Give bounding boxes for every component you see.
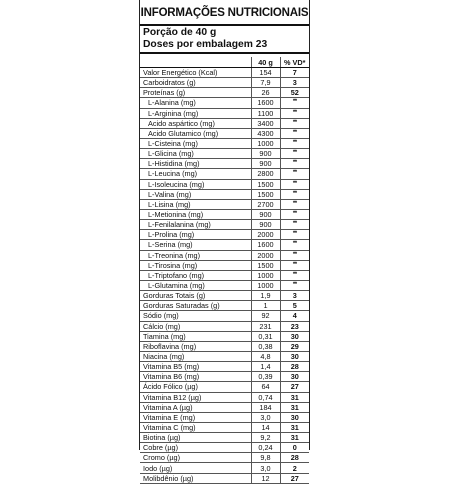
nutrient-daily-value: 0 [280, 443, 309, 453]
table-row [140, 128, 309, 138]
nutrient-amount: 0,24 [251, 443, 280, 453]
nutrient-name: Acido aspártico (mg) [140, 118, 251, 128]
nutrient-name: L-Leucina (mg) [140, 169, 251, 179]
nutrient-name: Biotina (µg) [140, 433, 251, 443]
nutrient-daily-value: ** [280, 149, 309, 159]
nutrient-amount: 9,8 [251, 453, 280, 463]
table-row [140, 311, 309, 321]
nutrient-daily-value: ** [280, 179, 309, 189]
nutrient-daily-value: 27 [280, 382, 309, 392]
nutrient-daily-value: 52 [280, 88, 309, 98]
table-row [140, 270, 309, 280]
nutrition-table [140, 57, 309, 484]
nutrient-name: L-Tirosina (mg) [140, 260, 251, 270]
nutrient-amount: 900 [251, 220, 280, 230]
nutrient-name: Niacina (mg) [140, 351, 251, 361]
nutrient-amount: 900 [251, 159, 280, 169]
nutrient-amount: 1500 [251, 179, 280, 189]
table-row [140, 189, 309, 199]
nutrient-amount: 0,74 [251, 392, 280, 402]
nutrient-name: L-Glutamina (mg) [140, 280, 251, 290]
table-row [140, 422, 309, 432]
header-daily-value: % VD* [280, 57, 309, 68]
nutrient-name: Cálcio (mg) [140, 321, 251, 331]
nutrient-name: L-Isoleucina (mg) [140, 179, 251, 189]
nutrient-amount: 3,0 [251, 463, 280, 473]
nutrient-daily-value: 31 [280, 433, 309, 443]
nutrient-name: Vitamina A (µg) [140, 402, 251, 412]
nutrient-name: Vitamina B6 (mg) [140, 372, 251, 382]
nutrient-daily-value: 30 [280, 372, 309, 382]
table-row [140, 473, 309, 483]
nutrient-amount: 9,2 [251, 433, 280, 443]
header-amount: 40 g [251, 57, 280, 68]
nutrient-daily-value: 28 [280, 453, 309, 463]
nutrient-amount: 1600 [251, 240, 280, 250]
nutrient-daily-value: ** [280, 209, 309, 219]
nutrient-name: L-Histidina (mg) [140, 159, 251, 169]
nutrient-daily-value: ** [280, 138, 309, 148]
table-row [140, 412, 309, 422]
nutrient-name: Vitamina B12 (µg) [140, 392, 251, 402]
table-row [140, 443, 309, 453]
servings-per-package: Doses por embalagem 23 [143, 39, 268, 50]
table-row [140, 382, 309, 392]
table-row [140, 260, 309, 270]
nutrient-name: Proteínas (g) [140, 88, 251, 98]
nutrient-name: L-Glicina (mg) [140, 149, 251, 159]
nutrient-daily-value: ** [280, 159, 309, 169]
nutrient-daily-value: ** [280, 108, 309, 118]
table-row [140, 230, 309, 240]
nutrient-daily-value: 29 [280, 341, 309, 351]
nutrient-daily-value: ** [280, 260, 309, 270]
table-header-row [140, 57, 309, 68]
nutrient-name: L-Serina (mg) [140, 240, 251, 250]
nutrient-daily-value: ** [280, 169, 309, 179]
nutrient-daily-value: 5 [280, 301, 309, 311]
table-row [140, 301, 309, 311]
nutrient-name: L-Metionina (mg) [140, 209, 251, 219]
nutrient-amount: 1500 [251, 260, 280, 270]
nutrient-amount: 7,9 [251, 78, 280, 88]
table-row [140, 291, 309, 301]
table-row [140, 78, 309, 88]
nutrition-facts-panel [139, 0, 310, 483]
table-row [140, 321, 309, 331]
nutrient-amount: 2800 [251, 169, 280, 179]
table-row [140, 362, 309, 372]
table-row [140, 463, 309, 473]
nutrient-name: Cromo (µg) [140, 453, 251, 463]
table-row [140, 149, 309, 159]
nutrient-name: L-Treonina (mg) [140, 250, 251, 260]
table-row [140, 240, 309, 250]
nutrient-name: Sódio (mg) [140, 311, 251, 321]
nutrient-name: Gorduras Saturadas (g) [140, 301, 251, 311]
table-row [140, 250, 309, 260]
nutrient-name: Carboidratos (g) [140, 78, 251, 88]
nutrient-name: L-Alanina (mg) [140, 98, 251, 108]
table-row [140, 179, 309, 189]
nutrient-name: L-Valina (mg) [140, 189, 251, 199]
table-body [140, 68, 309, 484]
serving-size: Porção de 40 g [143, 27, 217, 38]
nutrient-amount: 900 [251, 149, 280, 159]
nutrient-daily-value: 27 [280, 473, 309, 483]
table-row [140, 392, 309, 402]
nutrient-name: L-Fenilalanina (mg) [140, 220, 251, 230]
table-row [140, 341, 309, 351]
nutrient-daily-value: 23 [280, 321, 309, 331]
nutrient-amount: 154 [251, 68, 280, 78]
table-row [140, 138, 309, 148]
nutrient-amount: 64 [251, 382, 280, 392]
nutrient-daily-value: ** [280, 250, 309, 260]
header-nutrient [140, 57, 251, 68]
table-row [140, 169, 309, 179]
nutrient-daily-value: 31 [280, 392, 309, 402]
table-row [140, 280, 309, 290]
nutrient-daily-value: ** [280, 280, 309, 290]
nutrient-name: Ácido Fólico (µg) [140, 382, 251, 392]
nutrient-name: L-Arginina (mg) [140, 108, 251, 118]
nutrient-name: Riboflavina (mg) [140, 341, 251, 351]
table-row [140, 98, 309, 108]
nutrient-name: Vitamina E (mg) [140, 412, 251, 422]
nutrient-name: Molibdênio (µg) [140, 473, 251, 483]
nutrient-name: Tiamina (mg) [140, 331, 251, 341]
nutrient-name: L-Lisina (mg) [140, 199, 251, 209]
nutrient-daily-value: 3 [280, 291, 309, 301]
table-row [140, 372, 309, 382]
nutrient-name: Acido Glutamico (mg) [140, 128, 251, 138]
nutrient-daily-value: ** [280, 189, 309, 199]
nutrient-daily-value: ** [280, 220, 309, 230]
nutrient-amount: 1000 [251, 270, 280, 280]
nutrient-amount: 3,0 [251, 412, 280, 422]
table-row [140, 68, 309, 78]
nutrient-amount: 1 [251, 301, 280, 311]
table-row [140, 453, 309, 463]
nutrient-amount: 1,4 [251, 362, 280, 372]
nutrient-daily-value: 30 [280, 351, 309, 361]
nutrient-daily-value: 30 [280, 331, 309, 341]
nutrient-daily-value: ** [280, 128, 309, 138]
table-row [140, 433, 309, 443]
nutrient-amount: 1000 [251, 280, 280, 290]
nutrient-amount: 3400 [251, 118, 280, 128]
table-row [140, 402, 309, 412]
nutrient-amount: 4300 [251, 128, 280, 138]
nutrient-daily-value: 28 [280, 362, 309, 372]
nutrient-amount: 4,8 [251, 351, 280, 361]
nutrient-amount: 184 [251, 402, 280, 412]
nutrient-amount: 1100 [251, 108, 280, 118]
nutrient-daily-value: 31 [280, 422, 309, 432]
nutrient-daily-value: ** [280, 270, 309, 280]
nutrition-title: INFORMAÇÕES NUTRICIONAIS [140, 7, 309, 19]
nutrient-amount: 2000 [251, 230, 280, 240]
nutrient-amount: 0,39 [251, 372, 280, 382]
nutrient-name: Gorduras Totais (g) [140, 291, 251, 301]
nutrient-daily-value: ** [280, 98, 309, 108]
table-row [140, 88, 309, 98]
nutrient-amount: 2700 [251, 199, 280, 209]
nutrient-name: L-Triptofano (mg) [140, 270, 251, 280]
nutrient-name: Valor Energético (Kcal) [140, 68, 251, 78]
nutrient-name: L-Cisteina (mg) [140, 138, 251, 148]
nutrient-amount: 1,9 [251, 291, 280, 301]
nutrient-amount: 900 [251, 209, 280, 219]
nutrient-daily-value: ** [280, 199, 309, 209]
nutrient-name: Vitamina C (mg) [140, 422, 251, 432]
nutrient-name: Iodo (µg) [140, 463, 251, 473]
table-row [140, 331, 309, 341]
table-row [140, 159, 309, 169]
nutrient-amount: 92 [251, 311, 280, 321]
nutrient-daily-value: 2 [280, 463, 309, 473]
nutrient-daily-value: ** [280, 230, 309, 240]
nutrient-name: Cobre (µg) [140, 443, 251, 453]
nutrient-name: L-Prolina (mg) [140, 230, 251, 240]
table-row [140, 220, 309, 230]
nutrient-daily-value: 31 [280, 402, 309, 412]
nutrient-amount: 1500 [251, 189, 280, 199]
serving-divider [140, 52, 309, 54]
nutrient-daily-value: ** [280, 118, 309, 128]
table-row [140, 118, 309, 128]
nutrient-amount: 0,38 [251, 341, 280, 351]
title-divider [140, 24, 309, 26]
nutrient-daily-value: 4 [280, 311, 309, 321]
nutrient-daily-value: 3 [280, 78, 309, 88]
table-row [140, 351, 309, 361]
nutrient-daily-value: ** [280, 240, 309, 250]
nutrient-daily-value: 30 [280, 412, 309, 422]
nutrient-amount: 2000 [251, 250, 280, 260]
table-row [140, 108, 309, 118]
nutrient-amount: 14 [251, 422, 280, 432]
table-row [140, 209, 309, 219]
nutrient-amount: 12 [251, 473, 280, 483]
nutrient-amount: 0,31 [251, 331, 280, 341]
nutrient-amount: 1600 [251, 98, 280, 108]
nutrient-amount: 1000 [251, 138, 280, 148]
nutrient-amount: 26 [251, 88, 280, 98]
nutrient-name: Vitamina B5 (mg) [140, 362, 251, 372]
nutrient-daily-value: 7 [280, 68, 309, 78]
nutrient-amount: 231 [251, 321, 280, 331]
table-row [140, 199, 309, 209]
